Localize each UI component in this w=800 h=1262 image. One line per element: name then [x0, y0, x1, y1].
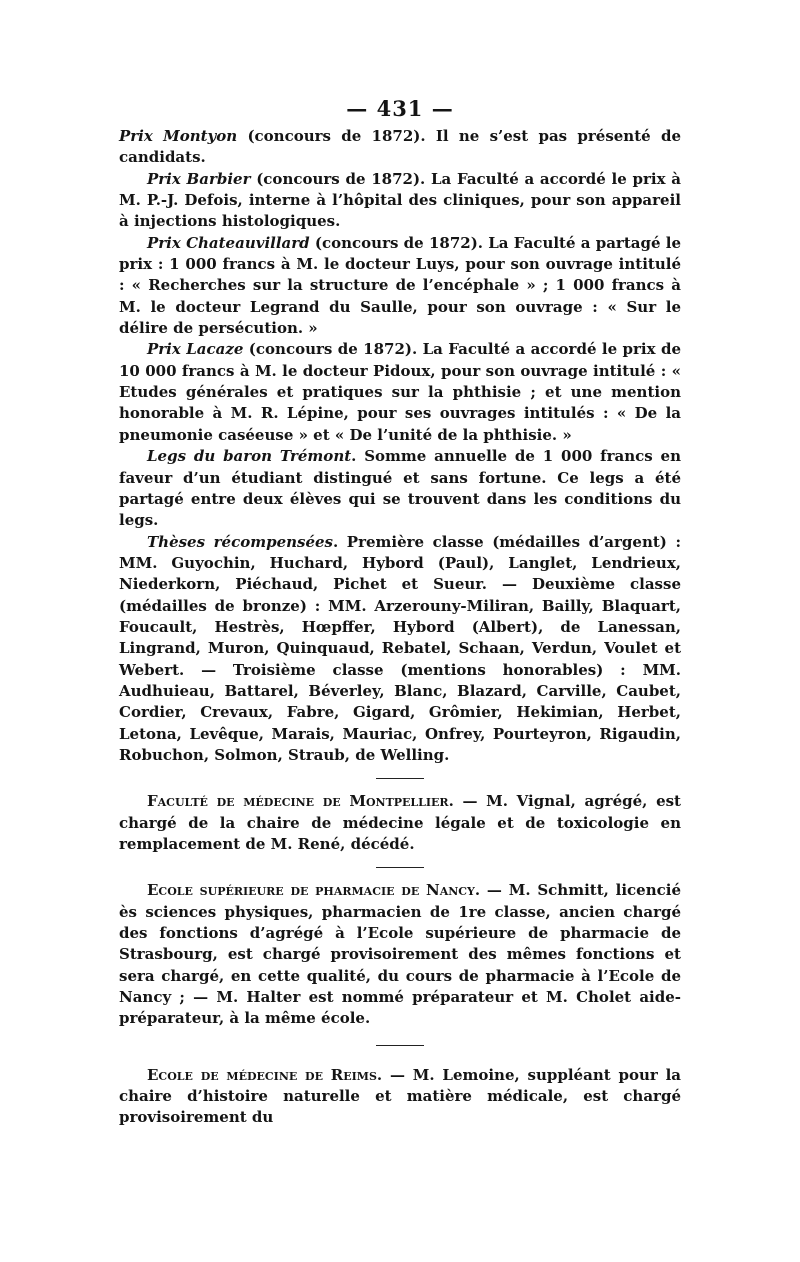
paragraph-text: (concours de 1872). Il ne s’est pas présenté de candidats. — [119, 127, 681, 167]
paragraph-legs-tremont — [119, 446, 681, 531]
announcement-text: — M. Schmitt, licencié ès sciences physiques, pharmacien de 1re classe, ancien chargé des fonctions d’agrégé à l’Ecole supérieure de pharmacie de Strasbourg, est chargé provisoirement des mêmes fonctions et sera chargé, en cette qualité, du cours de pharmacie à l’Ecole de Nancy ; — M. Halter est nommé préparateur et M. Cholet aide-préparateur, à la même école. — [119, 881, 682, 1028]
announcement-text: — M. Lemoine, suppléant pour la chaire d’histoire naturelle et matière médicale, est chargé provisoirement du — [119, 1065, 681, 1127]
paragraph-prix-chateauvillard — [119, 233, 681, 340]
paragraph-lead: Prix Barbier — [147, 169, 251, 188]
announcement-reims — [119, 1065, 681, 1129]
announcement-head: Ecole supérieure de pharmacie de Nancy. — [147, 881, 481, 900]
section-divider — [376, 778, 424, 779]
paragraph-text: (concours de 1872). La Faculté a accordé le prix de 10 000 francs à M. le docteur Pidoux, pour son ouvrage intitulé : « Etudes générales et pratiques sur la phthisie ; et une mention honorable à M. R. Lépine, pour ses ouvrages intitulés : « De la pneumonie caséeuse » et « De l’unité de la phthisie. » — [119, 340, 681, 444]
section-divider — [376, 867, 424, 868]
page-number: — 431 — — [346, 96, 454, 121]
paragraph-lead: Thèses récompensées — [147, 532, 333, 551]
paragraph-lead: Prix Montyon — [119, 127, 238, 145]
paragraph-text: . Première classe (médailles d’argent) : MM. Guyochin, Huchard, Hybord (Paul), Langlet, Lendrieux, Niederkorn, Piéchaud, Pichet et Sueur. — Deuxième classe (médailles de bronze) : MM. Arzerouny-Miliran, Bailly, Blaquart, Foucault, Hestrès, Hœpffer, Hybord (Albert), de Lanessan, Lingrand, Muron, Quinquaud, Rebatel, Schaan, Verdun, Voulet et Webert. — Troisième classe (mentions honorables) : MM. Audhuieau, Battarel, Béverley, Blanc, Blazard, Carville, Caubet, Cordier, Crevaux, Fabre, Gigard, Grômier, Hekimian, Herbet, Letona, Levêque, Marais, Mauriac, Onfrey, Pourteyron, Rigaudin, Robuchon, Solmon, Straub, de Welling. — [119, 532, 681, 764]
announcement-head: Faculté de médecine de Montpellier. — [147, 792, 454, 811]
paragraph-lead: Prix Lacaze — [147, 340, 244, 359]
announcement-head: Ecole de médecine de Reims. — [147, 1065, 383, 1084]
section-divider — [376, 1045, 424, 1046]
paragraph-text: (concours de 1872). La Faculté a accordé le prix à M. P.-J. Defois, interne à l’hôpital des cliniques, pour son appareil à injections histologiques. — [119, 169, 681, 231]
paragraph-theses — [119, 532, 681, 767]
announcement-nancy — [119, 880, 681, 1029]
paragraph-prix-lacaze — [119, 339, 681, 446]
paragraph-prix-barbier — [119, 169, 681, 233]
paragraph-lead: Legs du baron Trémont — [147, 447, 352, 466]
announcement-text: — M. Vignal, agrégé, est chargé de la chaire de médecine légale et de toxicologie en remplacement de M. René, décédé. — [119, 792, 681, 853]
announcement-montpellier — [119, 791, 681, 855]
paragraph-lead: Prix Chateauvillard — [147, 233, 310, 252]
paragraph-text: (concours de 1872). La Faculté a partagé le prix : 1 000 francs à M. le docteur Luys, pour son ouvrage intitulé : « Recherches sur la structure de l’encéphale » ; 1 000 francs à M. le docteur Legrand du Saulle, pour son ouvrage : « Sur le délire de persécution. » — [119, 233, 681, 338]
text-column — [119, 126, 681, 1129]
paragraph-prix-montyon — [119, 126, 681, 169]
paragraph-text: . Somme annuelle de 1 000 francs en faveur d’un étudiant distingué et sans fortune. Ce legs a été partagé entre deux élèves qui se trouvent dans les conditions du legs. — [119, 447, 681, 530]
